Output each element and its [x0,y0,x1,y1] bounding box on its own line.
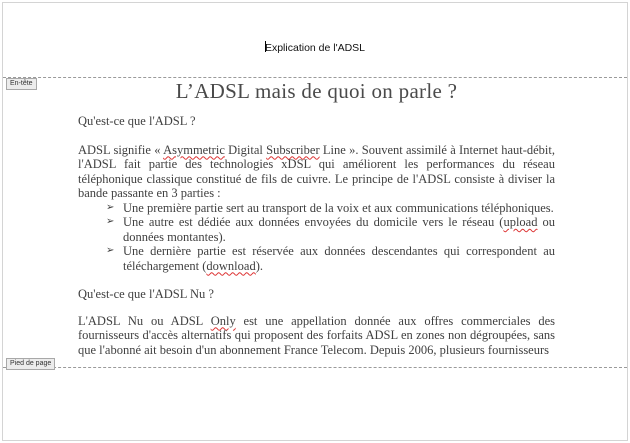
p2-text-2: est une appellation donnée aux offres commerciales des fournisseurs d'accès alternatifs qui proposent des forfaits ADSL en zones non dégroupées, sans que l'abonné ait besoin d'un abonnement France Telecom. Depuis 2006, plusieurs fournisseurs [78,313,555,357]
bullet-text: Une autre est dédiée aux données envoyées du domicile vers le réseau ( [123,215,504,229]
document-body[interactable] [78,79,555,361]
arrow-bullet-icon: ➢ [106,216,115,227]
header-boundary [3,77,627,78]
p1-text-1: ADSL signifie « [78,142,164,157]
document-page[interactable] [2,2,628,441]
footer-boundary [3,367,627,368]
header-text[interactable] [3,41,627,54]
bullet-text: ou données montantes). [123,215,555,244]
header-tag[interactable]: En-tête [6,78,37,90]
bullet-text: ). [255,258,264,273]
spellcheck-word[interactable]: Asymmetric [163,142,225,157]
question-2: Qu'est-ce que l'ADSL Nu ? [78,287,214,301]
spellcheck-word[interactable]: Only [210,313,236,328]
document-title: L’ADSL mais de quoi on parle ? [175,79,458,103]
bullet-item [78,244,555,273]
arrow-bullet-icon: ➢ [106,201,115,213]
p2-text-1: L'ADSL Nu ou ADSL [78,313,211,328]
paragraph-1 [78,143,555,201]
p1-text-2: Digital [224,142,267,157]
spellcheck-word[interactable]: Subscriber [266,142,320,157]
header-area[interactable] [3,3,627,79]
arrow-bullet-icon: ➢ [106,245,115,256]
spellcheck-word[interactable]: upload [503,215,538,229]
bullet-list [78,201,555,274]
header-text-content: Explication de l'ADSL [264,42,366,54]
bullet-text: Une dernière partie est réservée aux données descendantes qui correspondent au téléchargement ( [123,244,555,273]
bullet-item [78,215,555,244]
footer-tag[interactable]: Pied de page [6,358,55,370]
question-1: Qu'est-ce que l'ADSL ? [78,114,196,128]
paragraph-2 [78,314,555,358]
spellcheck-word[interactable]: download [206,258,256,273]
p1-text-3: Line ». Souvent assimilé à Internet haut-débit, l'ADSL fait partie des technologies xDSL qui améliorent les performances du réseau téléphonique classique constitué de fils de cuivre. Le principe de l'ADSL consiste à diviser la bande passante en 3 parties : [78,142,555,200]
bullet-text: Une première partie sert au transport de la voix et aux communications téléphoniques. [123,200,554,215]
bullet-item [78,201,555,216]
